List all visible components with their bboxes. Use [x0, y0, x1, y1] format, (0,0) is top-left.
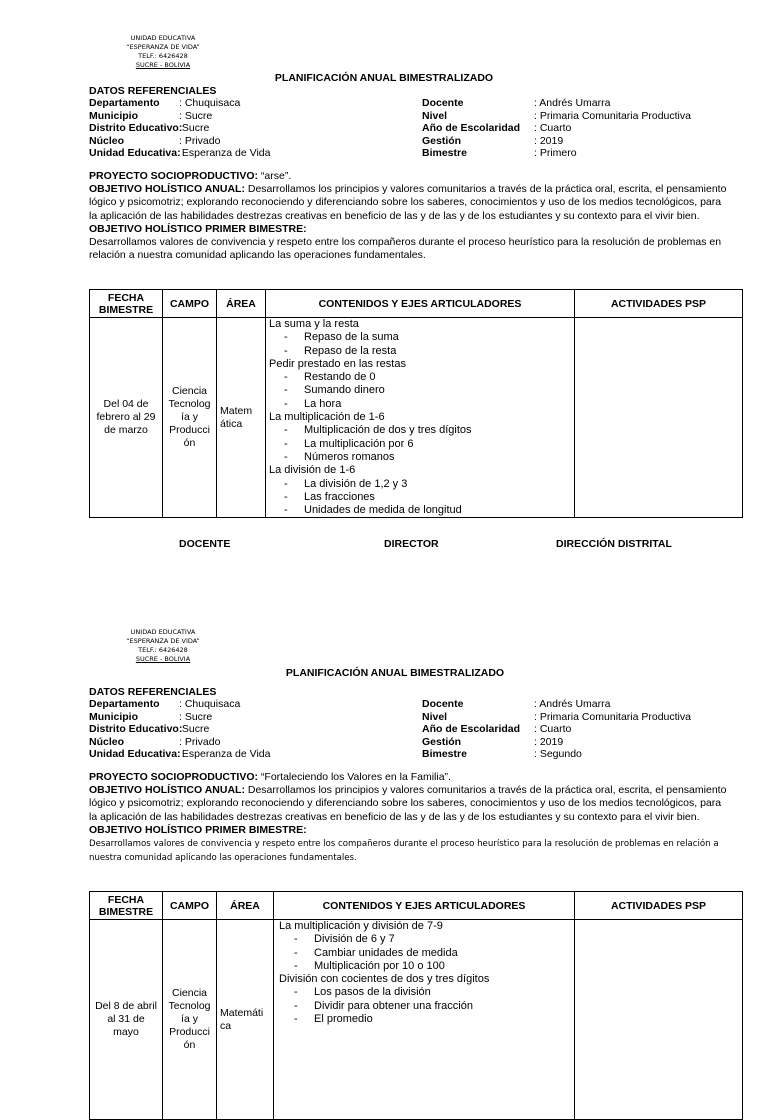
datos-row: Gestión : 2019 — [422, 134, 564, 147]
school-city: SUCRE - BOLIVIA — [135, 61, 191, 69]
objetivo-bimestre-text: Desarrollamos valores de convivencia y respeto entre los compañeros durante el proceso heurístico para la resolución de problemas en relación a nuestra comunidad aplicando las operaciones fundamentales. — [89, 839, 719, 864]
content-item: - Unidades de medida de longitud — [284, 504, 462, 517]
datos-right — [422, 97, 691, 159]
planning-page-2 — [0, 625, 768, 1051]
objetivo-anual: OBJETIVO HOLÍSTICO ANUAL: Desarrollamos los principios y valores comunitarios a través de la práctica oral, escrita, el pensamiento lógico y psicomotriz; explorando reconociendo y diferenciando sobre los saberes, conocimientos y uso de los medios tecnológicos, para la aplicación de las habilidades destrezas creativas en beneficio de las y de las y de los estudiantes y su contexto para el vivir bien. — [89, 183, 727, 222]
datos-right — [422, 698, 691, 760]
actividades-cell — [575, 318, 743, 518]
datos-row: Municipio : Sucre — [89, 109, 213, 122]
contenidos-cell — [274, 920, 575, 1120]
datos-row: Departamento : Chuquisaca — [89, 97, 241, 110]
content-item: - La división de 1,2 y 3 — [284, 477, 408, 490]
proyecto-socioproductivo: PROYECTO SOCIOPRODUCTIVO: “arse”. — [89, 170, 292, 182]
datos-row: Núcleo : Privado — [89, 134, 221, 147]
content-item: - Cambiar unidades de medida — [294, 946, 458, 959]
content-item: - Dividir para obtener una fracción — [294, 999, 473, 1012]
col-fecha: FECHA BIMESTRE — [90, 290, 163, 318]
datos-row: Bimestre : Primero — [422, 146, 577, 159]
objetivo-bimestre-label: OBJETIVO HOLÍSTICO PRIMER BIMESTRE: — [89, 823, 307, 836]
content-item: - Restando de 0 — [284, 371, 376, 384]
school-header — [118, 34, 208, 70]
datos-row: Año de Escolaridad : Cuarto — [422, 122, 572, 135]
content-item: - Números romanos — [284, 450, 395, 463]
datos-row: Distrito Educativo: Sucre — [89, 723, 210, 736]
school-header — [118, 628, 208, 664]
content-item: - La multiplicación por 6 — [284, 437, 414, 450]
datos-row: Unidad Educativa: Esperanza de Vida — [89, 146, 271, 159]
content-item: - Repaso de la resta — [284, 344, 397, 357]
content-item: - División de 6 y 7 — [294, 933, 395, 946]
datos-row: Nivel : Primaria Comunitaria Productiva — [422, 109, 691, 122]
campo-cell: Ciencia Tecnolog ía y Producci ón — [163, 318, 217, 518]
content-item: - La hora — [284, 397, 342, 410]
objectives-block — [89, 170, 729, 262]
datos-left — [89, 85, 270, 159]
col-campo: CAMPO — [163, 290, 217, 318]
school-motto: “ESPERANZA DE VIDA” — [126, 637, 200, 645]
datos-row: Nivel : Primaria Comunitaria Productiva — [422, 710, 691, 723]
content-topic: La suma y la resta — [269, 318, 359, 330]
objectives-block — [89, 771, 729, 865]
signature-docente: DOCENTE — [179, 538, 231, 550]
contenidos-cell — [266, 318, 575, 518]
content-item: - Las fracciones — [284, 490, 375, 503]
objetivo-bimestre-text: Desarrollamos valores de convivencia y respeto entre los compañeros durante el proceso heurístico para la resolución de problemas en relación a nuestra comunidad aplicando las operaciones fundamentales. — [89, 236, 722, 262]
objetivo-anual: OBJETIVO HOLÍSTICO ANUAL: Desarrollamos los principios y valores comunitarios a través de la práctica oral, escrita, el pensamiento lógico y psicomotriz; explorando reconociendo y diferenciando sobre los saberes, conocimientos y uso de los medios tecnológicos, para la aplicación de las habilidades destrezas creativas en beneficio de las y de las y de los estudiantes y su contexto para el vivir bien. — [89, 784, 727, 823]
fecha-cell: Del 8 de abril al 31 de mayo — [90, 920, 163, 1120]
document-title: PLANIFICACIÓN ANUAL BIMESTRALIZADO — [285, 667, 505, 679]
content-topic: La división de 1-6 — [269, 464, 356, 477]
campo-cell: Ciencia Tecnolog ía y Producci ón — [163, 920, 217, 1120]
datos-row: Docente : Andrés Umarra — [422, 698, 611, 711]
content-item: - Multiplicación por 10 o 100 — [294, 959, 445, 972]
datos-row: Unidad Educativa: Esperanza de Vida — [89, 747, 271, 760]
col-contenidos: CONTENIDOS Y EJES ARTICULADORES — [274, 892, 575, 920]
col-actividades: ACTIVIDADES PSP — [575, 290, 743, 318]
proyecto-socioproductivo: PROYECTO SOCIOPRODUCTIVO: “Fortaleciendo los Valores en la Familia”. — [89, 771, 451, 783]
actividades-cell — [575, 920, 743, 1120]
col-contenidos: CONTENIDOS Y EJES ARTICULADORES — [266, 290, 575, 318]
datos-row: Municipio : Sucre — [89, 710, 213, 723]
content-item: - Multiplicación de dos y tres dígitos — [284, 424, 472, 437]
datos-heading: DATOS REFERENCIALES — [89, 686, 217, 698]
planning-table — [89, 891, 743, 1120]
datos-row: Distrito Educativo: Sucre — [89, 122, 210, 135]
content-item: - El promedio — [294, 1013, 373, 1026]
content-topic: Pedir prestado en las restas — [269, 357, 406, 370]
col-area: ÁREA — [217, 290, 266, 318]
signature-direccion-distrital: DIRECCIÓN DISTRITAL — [556, 538, 672, 550]
datos-row: Año de Escolaridad : Cuarto — [422, 723, 572, 736]
school-motto: “ESPERANZA DE VIDA” — [126, 43, 200, 51]
school-city: SUCRE - BOLIVIA — [135, 655, 191, 663]
planning-table — [89, 289, 743, 518]
datos-row: Departamento : Chuquisaca — [89, 698, 241, 711]
content-topic: La multiplicación y división de 7-9 — [279, 920, 443, 932]
col-campo: CAMPO — [163, 892, 217, 920]
table-row — [90, 318, 743, 518]
objetivo-bimestre-label: OBJETIVO HOLÍSTICO PRIMER BIMESTRE: — [89, 222, 307, 235]
school-name: UNIDAD EDUCATIVA — [130, 34, 196, 42]
datos-row: Docente : Andrés Umarra — [422, 97, 611, 110]
content-topic: División con cocientes de dos y tres dígitos — [279, 973, 490, 986]
datos-row: Gestión : 2019 — [422, 735, 564, 748]
datos-left — [89, 686, 270, 760]
planning-page-1 — [0, 0, 768, 560]
content-item: - Los pasos de la división — [294, 986, 431, 999]
school-phone: TELF.: 6426428 — [138, 646, 188, 654]
area-cell: Matemáti ca — [217, 920, 274, 1120]
datos-row: Bimestre : Segundo — [422, 747, 582, 760]
school-phone: TELF.: 6426428 — [138, 52, 188, 60]
content-item: - Repaso de la suma — [284, 331, 399, 344]
table-header-row — [90, 892, 743, 920]
table-row — [90, 920, 743, 1120]
fecha-cell: Del 04 de febrero al 29 de marzo — [90, 318, 163, 518]
signature-director: DIRECTOR — [384, 538, 439, 550]
document-title: PLANIFICACIÓN ANUAL BIMESTRALIZADO — [274, 72, 494, 84]
content-item: - Sumando dinero — [284, 384, 385, 397]
table-header-row — [90, 290, 743, 318]
school-name: UNIDAD EDUCATIVA — [130, 628, 196, 636]
col-area: ÁREA — [217, 892, 274, 920]
content-topic: La multiplicación de 1-6 — [269, 411, 385, 424]
col-actividades: ACTIVIDADES PSP — [575, 892, 743, 920]
datos-heading: DATOS REFERENCIALES — [89, 85, 217, 97]
col-fecha: FECHA BIMESTRE — [90, 892, 163, 920]
datos-row: Núcleo : Privado — [89, 735, 221, 748]
area-cell: Matem ática — [217, 318, 266, 518]
